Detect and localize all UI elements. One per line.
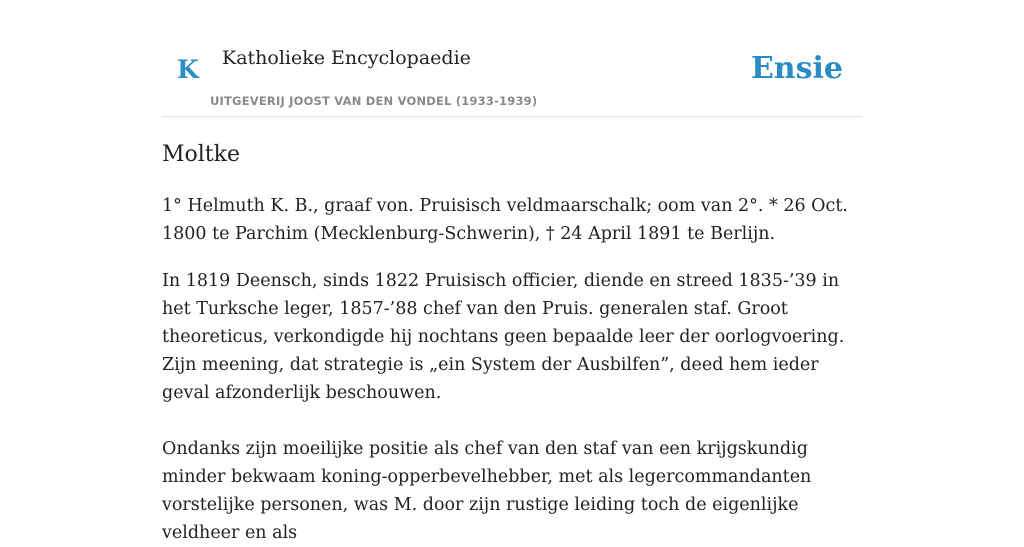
site-logo[interactable]: K	[177, 55, 199, 84]
page	[162, 0, 862, 543]
article-paragraph: 1° Helmuth K. B., graaf von. Pruisisch veldmaarschalk; oom van 2°. * 26 Oct. 1800 te Parchim (Mecklenburg-Schwerin), † 24 April 1891 te Berlijn.	[162, 196, 848, 244]
site-header	[162, 0, 862, 117]
ensie-brand-link[interactable]: Ensie	[750, 51, 843, 86]
article-title: Moltke	[162, 142, 240, 167]
article-paragraph: In 1819 Deensch, sinds 1822 Pruisisch officier, diende en streed 1835-’39 in het Turksche leger, 1857-’88 chef van den Pruis. generalen staf. Groot theoreticus, verkondigde hij nochtans geen bepaalde leer der oorlogvoering. Zijn meening, dat strategie is „ein System der Ausbilfen”, deed hem ieder geval afzonderlijk beschouwen.	[162, 271, 845, 403]
article-paragraph: Ondanks zijn moeilijke positie als chef van den staf van een krijgskundig minder bekwaam koning-opperbevelhebber, met als legercommandanten vorstelijke personen, was M. door zijn rustige leiding toch de eigenlijke veldheer en als	[162, 439, 812, 543]
publisher-label: UITGEVERIJ JOOST VAN DEN VONDEL (1933-1939)	[210, 94, 538, 108]
site-title[interactable]: Katholieke Encyclopaedie	[222, 47, 471, 69]
